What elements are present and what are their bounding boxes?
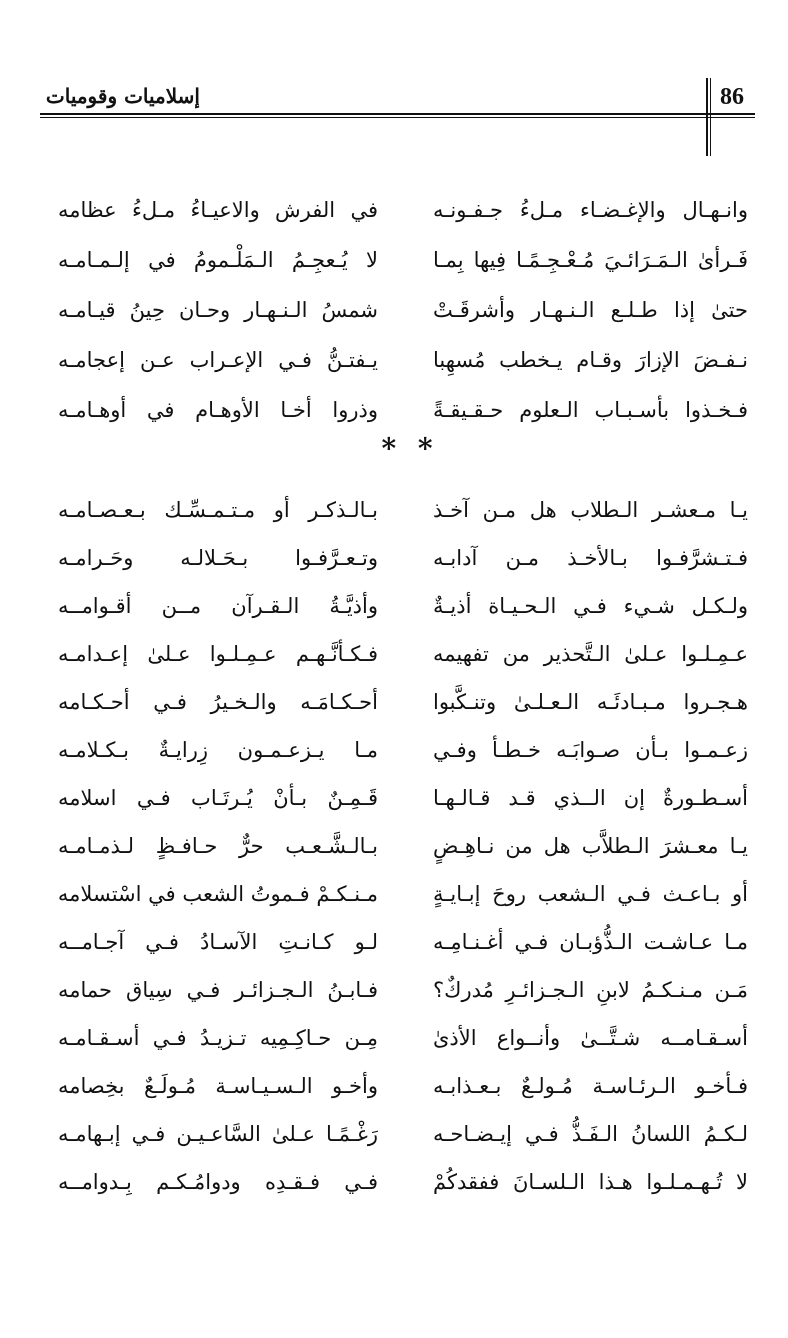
verse	[0, 390, 788, 430]
verse	[0, 190, 788, 230]
verse-first-hemistich: فـتـشرَّفـوا بـالأخـذ مـن آدابـه	[433, 546, 748, 570]
verse-second-hemistich: شمسُ الـنـهـار وحـان حِينُ قيـامـه	[58, 298, 378, 322]
verse-first-hemistich: زعـمـوا بـأن صـوابَـه خـطـأ وفـي	[433, 738, 748, 762]
page-header	[0, 0, 788, 160]
verse-second-hemistich: وأذيَّـةُ الـقـرآن مــن أقـوامــه	[58, 594, 378, 618]
verse-second-hemistich: رَغْـمًـا عـلىٰ السَّاعـيـن فـي إبـهامـه	[58, 1122, 378, 1146]
header-rule-top	[40, 113, 755, 115]
verse	[0, 586, 788, 626]
verse-first-hemistich: فَـرأىٰ الـمَـرَائـيَ مُـعْـجِـمًـا فِيها بِمـا	[433, 248, 748, 272]
verse-first-hemistich: وانـهـال والإغـضـاء مـلءُ جـفـونـه	[433, 198, 748, 222]
header-rule-vertical	[706, 78, 708, 156]
verse-second-hemistich: وذروا أخـا الأوهـام في أوهـامـه	[58, 398, 378, 422]
verse	[0, 1066, 788, 1106]
header-rule-vertical-inner	[710, 78, 711, 156]
verse	[0, 1018, 788, 1058]
verse-second-hemistich: بـالـذكـر أو مـتـمـسِّـك بـعـصـامـه	[58, 498, 378, 522]
verse-second-hemistich: وتـعـرَّفـوا بـحَـلالـه وحَـرامـه	[58, 546, 378, 570]
verse	[0, 240, 788, 280]
verse-first-hemistich: أو بـاعـث فـي الـشعب روحَ إبـايـةٍ	[433, 882, 748, 906]
verse-first-hemistich: عـمِـلـوا عـلىٰ الـتَّحذير من تفهيمه	[433, 642, 748, 666]
verse	[0, 970, 788, 1010]
verse-second-hemistich: مـنـكـمْ فـموتُ الشعب في اسْتسلامه	[58, 882, 378, 906]
verse	[0, 778, 788, 818]
verse-first-hemistich: لـكـمُ اللسانُ الـفَـذُّ فـي إيـضـاحـه	[433, 1122, 748, 1146]
verse	[0, 1114, 788, 1154]
verse	[0, 290, 788, 330]
verse-first-hemistich: مَـن مـنـكـمُ لابنِ الـجـزائـرِ مُدركٌ؟	[433, 978, 748, 1002]
page-number: 86	[720, 84, 744, 110]
verse	[0, 538, 788, 578]
verse-first-hemistich: هـجـروا مـبـادئَـه الـعـلـىٰ وتنـكَّبوا	[433, 690, 748, 714]
verse-second-hemistich: في الفرش والاعيـاءُ مـلءُ عظامه	[58, 198, 378, 222]
verse	[0, 874, 788, 914]
verse-first-hemistich: أسـقـامــه شـتَّــىٰ وأنــواع الأذىٰ	[433, 1026, 748, 1050]
section-separator: * *	[381, 432, 439, 465]
verse	[0, 826, 788, 866]
verse-first-hemistich: فـأخـو الـرئـاسـة مُـولـعٌ بـعـذابـه	[433, 1074, 748, 1098]
verse-second-hemistich: أحـكـامَـه والـخـيرُ فـي أحـكـامه	[58, 690, 378, 714]
running-title: إسلاميات وقوميات	[45, 84, 200, 108]
verse-first-hemistich: مـا عـاشـت الـذُّؤبـان فـي أغـنـامِـه	[433, 930, 748, 954]
verse	[0, 682, 788, 722]
verse	[0, 1162, 788, 1202]
verse-first-hemistich: يـا مـعشـر الـطلاب هل مـن آخـذ	[433, 498, 748, 522]
verse-second-hemistich: مِـن حـاكِـمِيه تـزيـدُ فـي أسـقـامـه	[58, 1026, 378, 1050]
verse	[0, 634, 788, 674]
verse-second-hemistich: لا يُـعجِـمُ الـمَلْـمومُ في إلـمـامـه	[58, 248, 378, 272]
verse-first-hemistich: لا تُـهـمـلـوا هـذا الـلسـانَ ففقدكُمْ	[433, 1170, 748, 1194]
header-rule-bottom	[40, 117, 755, 118]
verse-second-hemistich: فـكـأنَّـهـم عـمِـلـوا عـلىٰ إعـدامـه	[58, 642, 378, 666]
verse-first-hemistich: فـخـذوا بأسـبـاب الـعلوم حـقـيقـةً	[433, 398, 748, 422]
verse	[0, 340, 788, 380]
verse-first-hemistich: نـفـضَ الإزارَ وقـام يـخطب مُسهِبا	[433, 348, 748, 372]
verse-second-hemistich: يـفتـنُّ فـي الإعـراب عـن إعجامـه	[58, 348, 378, 372]
verse-first-hemistich: يـا معـشرَ الـطلاَّب هل من نـاهِـضٍ	[433, 834, 748, 858]
verse	[0, 490, 788, 530]
verse-second-hemistich: بـالـشَّـعـب حرٌّ حـافـظٍ لـذمـامـه	[58, 834, 378, 858]
verse	[0, 730, 788, 770]
verse-second-hemistich: قَـمِـنٌ بـأنْ يُـرتَـاب فـي اسلامه	[58, 786, 378, 810]
verse-second-hemistich: فـابـنُ الـجـزائـر فـي سِياق حمامه	[58, 978, 378, 1002]
verse-second-hemistich: وأخـو الـسـيـاسـة مُـولَـعٌ بخِصامه	[58, 1074, 378, 1098]
verse-first-hemistich: ولـكـل شـيء فـي الـحـيـاة أذيـةٌ	[433, 594, 748, 618]
verse-second-hemistich: لـو كـانـتِ الآسـادُ فـي آجـامــه	[58, 930, 378, 954]
verse-first-hemistich: حتىٰ إذا طـلـع الـنـهـار وأشرقَـتْ	[433, 298, 748, 322]
verse-first-hemistich: أسـطـورةٌ إن الــذي قـد قـالـهـا	[433, 786, 748, 810]
verse-second-hemistich: مـا يـزعـمـون زِرايـةٌ بـكـلامـه	[58, 738, 378, 762]
verse	[0, 922, 788, 962]
verse-second-hemistich: فـي فـقـدِه ودوامُـكـم بِـدوامــه	[58, 1170, 378, 1194]
